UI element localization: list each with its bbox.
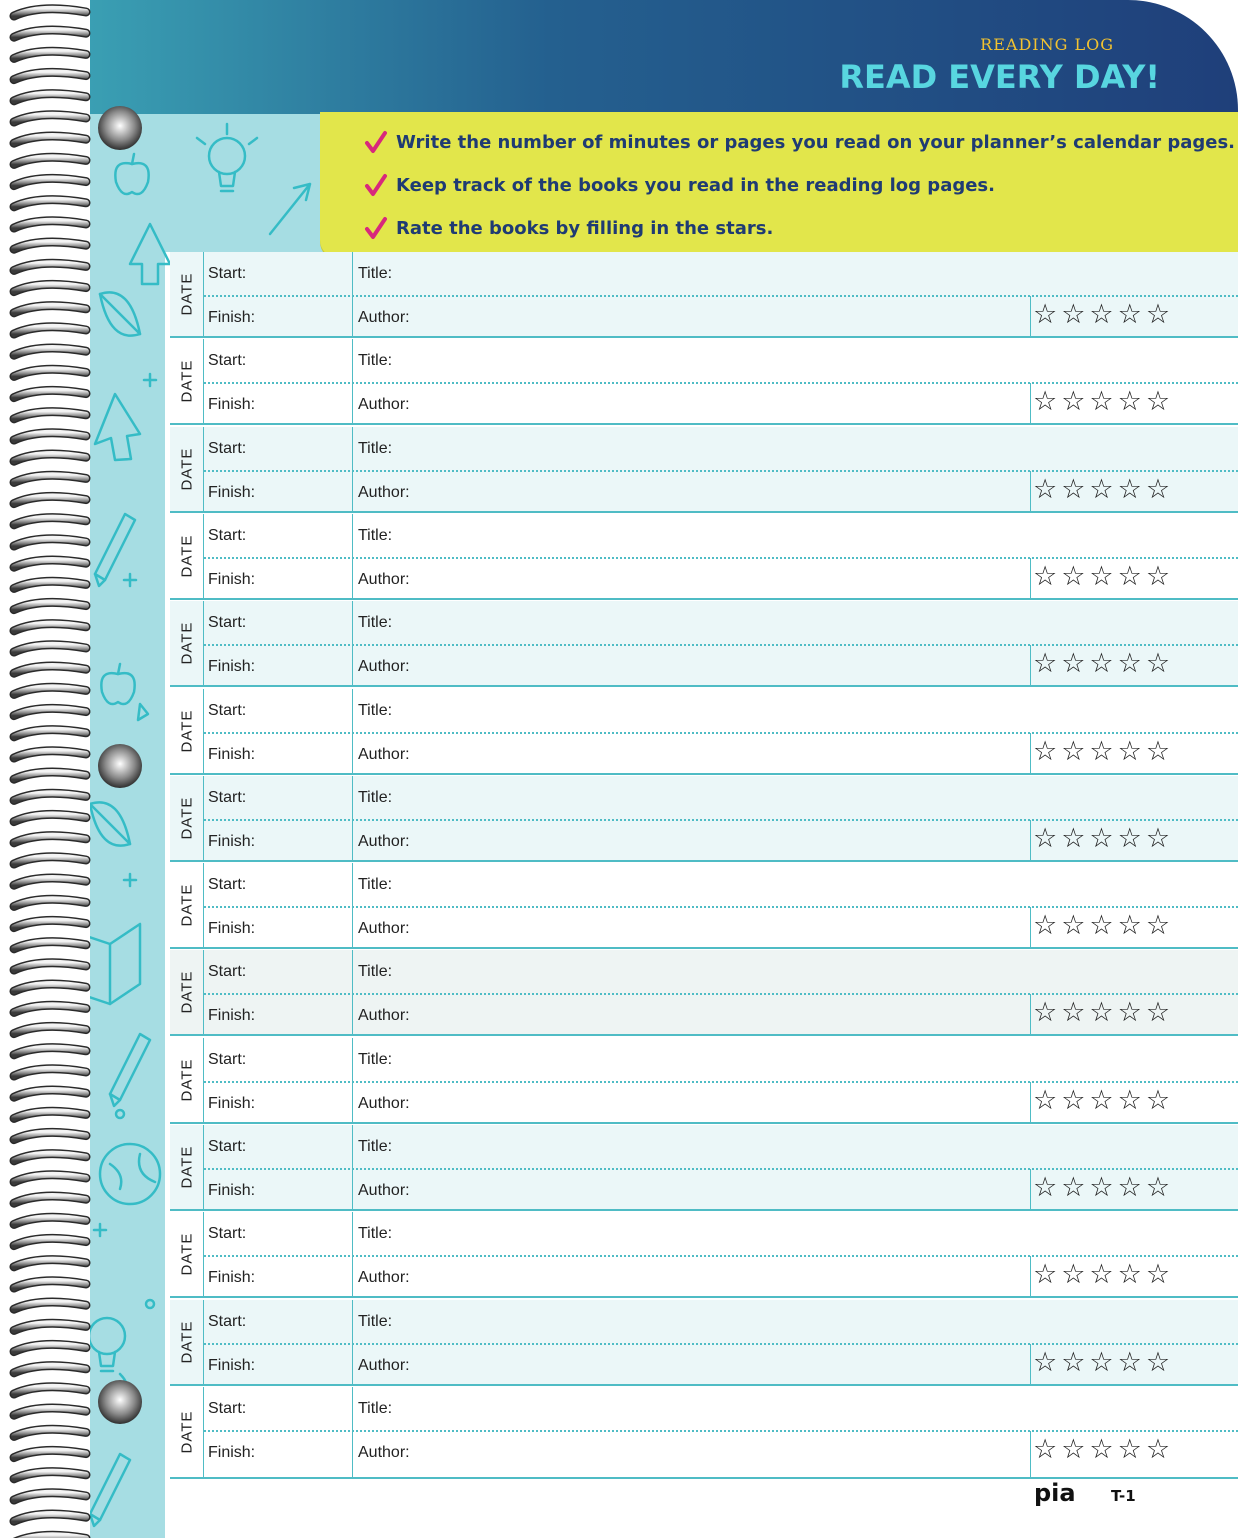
log-entry — [170, 339, 1238, 425]
author-label: Author: — [358, 1007, 410, 1024]
checkmark-icon — [364, 173, 388, 197]
log-entry — [170, 863, 1238, 949]
finish-label: Finish: — [208, 1444, 256, 1461]
star-rating[interactable] — [1030, 1344, 1238, 1384]
finish-label: Finish: — [208, 1007, 256, 1024]
log-entry — [170, 601, 1238, 687]
date-label: DATE — [178, 709, 195, 753]
start-label: Start: — [208, 614, 247, 631]
star-rating[interactable] — [1030, 1256, 1238, 1296]
column-divider — [352, 950, 353, 1034]
log-entry — [170, 1038, 1238, 1124]
column-divider — [352, 1300, 353, 1384]
date-label: DATE — [178, 621, 195, 665]
star-rating[interactable] — [1030, 471, 1238, 511]
log-entry — [170, 1212, 1238, 1298]
star-icon[interactable]: ☆☆☆☆☆ — [1033, 1259, 1175, 1290]
log-entry — [170, 689, 1238, 775]
star-icon[interactable]: ☆☆☆☆☆ — [1033, 561, 1175, 592]
star-icon[interactable]: ☆☆☆☆☆ — [1033, 997, 1175, 1028]
star-rating[interactable] — [1030, 645, 1238, 685]
instruction-item — [364, 127, 1235, 157]
finish-label: Finish: — [208, 309, 256, 326]
date-label: DATE — [178, 883, 195, 927]
author-label: Author: — [358, 396, 410, 413]
star-icon[interactable]: ☆☆☆☆☆ — [1033, 299, 1175, 330]
author-label: Author: — [358, 833, 410, 850]
star-icon[interactable]: ☆☆☆☆☆ — [1033, 1172, 1175, 1203]
date-cell[interactable] — [170, 950, 204, 1034]
column-divider — [352, 1038, 353, 1122]
date-cell[interactable] — [170, 689, 204, 773]
finish-label: Finish: — [208, 746, 256, 763]
finish-label: Finish: — [208, 396, 256, 413]
star-rating[interactable] — [1030, 1082, 1238, 1122]
column-divider — [352, 863, 353, 947]
star-icon[interactable]: ☆☆☆☆☆ — [1033, 648, 1175, 679]
column-divider — [352, 1125, 353, 1209]
column-divider — [352, 252, 353, 336]
author-label: Author: — [358, 920, 410, 937]
finish-label: Finish: — [208, 1182, 256, 1199]
star-rating[interactable] — [1030, 558, 1238, 598]
title-label: Title: — [358, 1225, 393, 1242]
title-label: Title: — [358, 440, 393, 457]
date-cell[interactable] — [170, 1038, 204, 1122]
author-label: Author: — [358, 484, 410, 501]
date-label: DATE — [178, 359, 195, 403]
finish-label: Finish: — [208, 484, 256, 501]
star-rating[interactable] — [1030, 994, 1238, 1034]
arrow-icon — [270, 184, 310, 234]
column-divider — [352, 689, 353, 773]
star-icon[interactable]: ☆☆☆☆☆ — [1033, 823, 1175, 854]
star-rating[interactable] — [1030, 820, 1238, 860]
log-entry — [170, 514, 1238, 600]
title-label: Title: — [358, 789, 393, 806]
column-divider — [352, 339, 353, 423]
date-cell[interactable] — [170, 776, 204, 860]
finish-label: Finish: — [208, 833, 256, 850]
brand-logo: pia — [1034, 1479, 1076, 1507]
date-cell[interactable] — [170, 1125, 204, 1209]
start-label: Start: — [208, 1225, 247, 1242]
title-label: Title: — [358, 614, 393, 631]
author-label: Author: — [358, 1182, 410, 1199]
title-label: Title: — [358, 1400, 393, 1417]
star-icon[interactable]: ☆☆☆☆☆ — [1033, 474, 1175, 505]
finish-label: Finish: — [208, 1095, 256, 1112]
title-label: Title: — [358, 876, 393, 893]
star-rating[interactable] — [1030, 733, 1238, 773]
page-code: T-1 — [1111, 1487, 1136, 1505]
instruction-text: Rate the books by filling in the stars. — [396, 217, 774, 239]
date-label: DATE — [178, 1232, 195, 1276]
title-label: Title: — [358, 1138, 393, 1155]
column-divider — [352, 427, 353, 511]
start-label: Start: — [208, 527, 247, 544]
column-divider — [352, 776, 353, 860]
checkmark-icon — [364, 130, 388, 154]
start-label: Start: — [208, 265, 247, 282]
date-label: DATE — [178, 1410, 195, 1454]
column-divider — [352, 1212, 353, 1296]
finish-label: Finish: — [208, 658, 256, 675]
start-label: Start: — [208, 1051, 247, 1068]
column-divider — [352, 514, 353, 598]
title-label: Title: — [358, 702, 393, 719]
start-label: Start: — [208, 702, 247, 719]
spiral-binding-icon — [0, 0, 145, 1538]
date-label: DATE — [178, 796, 195, 840]
date-label: DATE — [178, 272, 195, 316]
start-label: Start: — [208, 1400, 247, 1417]
author-label: Author: — [358, 1095, 410, 1112]
page-subtitle: READING LOG — [980, 35, 1114, 54]
date-label: DATE — [178, 1320, 195, 1364]
instruction-item — [364, 213, 773, 243]
instruction-text: Write the number of minutes or pages you read on your planner’s calendar pages. — [396, 131, 1236, 153]
start-label: Start: — [208, 440, 247, 457]
star-rating[interactable] — [1030, 907, 1238, 947]
column-divider — [352, 601, 353, 685]
instructions-box — [320, 112, 1238, 258]
start-label: Start: — [208, 789, 247, 806]
author-label: Author: — [358, 571, 410, 588]
author-label: Author: — [358, 1269, 410, 1286]
date-cell[interactable] — [170, 601, 204, 685]
reading-log-table — [170, 252, 1238, 1480]
date-cell[interactable] — [170, 252, 204, 336]
page-title: READ EVERY DAY! — [839, 58, 1160, 96]
star-icon[interactable]: ☆☆☆☆☆ — [1033, 386, 1175, 417]
star-rating[interactable] — [1030, 296, 1238, 336]
instruction-item — [364, 170, 995, 200]
title-label: Title: — [358, 265, 393, 282]
log-entry — [170, 1125, 1238, 1211]
log-entry — [170, 1300, 1238, 1386]
star-rating[interactable] — [1030, 1431, 1238, 1477]
date-label: DATE — [178, 1058, 195, 1102]
date-label: DATE — [178, 447, 195, 491]
start-label: Start: — [208, 876, 247, 893]
date-label: DATE — [178, 970, 195, 1014]
star-icon[interactable]: ☆☆☆☆☆ — [1033, 1434, 1175, 1465]
star-icon[interactable]: ☆☆☆☆☆ — [1033, 910, 1175, 941]
instruction-text: Keep track of the books you read in the reading log pages. — [396, 174, 995, 196]
log-entry — [170, 252, 1238, 338]
author-label: Author: — [358, 658, 410, 675]
author-label: Author: — [358, 1444, 410, 1461]
author-label: Author: — [358, 309, 410, 326]
finish-label: Finish: — [208, 920, 256, 937]
author-label: Author: — [358, 746, 410, 763]
start-label: Start: — [208, 1138, 247, 1155]
date-cell[interactable] — [170, 427, 204, 511]
star-icon[interactable]: ☆☆☆☆☆ — [1033, 1085, 1175, 1116]
log-entry — [170, 950, 1238, 1036]
title-label: Title: — [358, 527, 393, 544]
column-divider — [352, 1387, 353, 1477]
start-label: Start: — [208, 963, 247, 980]
date-cell[interactable] — [170, 1300, 204, 1384]
log-entry — [170, 776, 1238, 862]
date-label: DATE — [178, 1145, 195, 1189]
title-label: Title: — [358, 1313, 393, 1330]
title-label: Title: — [358, 1051, 393, 1068]
star-icon[interactable]: ☆☆☆☆☆ — [1033, 1347, 1175, 1378]
title-label: Title: — [358, 963, 393, 980]
start-label: Start: — [208, 1313, 247, 1330]
lightbulb-icon — [197, 124, 257, 191]
log-entry — [170, 1387, 1238, 1479]
star-rating[interactable] — [1030, 383, 1238, 423]
date-cell[interactable] — [170, 1387, 204, 1477]
date-cell[interactable] — [170, 514, 204, 598]
date-label: DATE — [178, 534, 195, 578]
start-label: Start: — [208, 352, 247, 369]
finish-label: Finish: — [208, 571, 256, 588]
finish-label: Finish: — [208, 1357, 256, 1374]
log-entry — [170, 427, 1238, 513]
date-cell[interactable] — [170, 339, 204, 423]
checkmark-icon — [364, 216, 388, 240]
header-banner — [90, 0, 1238, 114]
date-cell[interactable] — [170, 1212, 204, 1296]
date-cell[interactable] — [170, 863, 204, 947]
finish-label: Finish: — [208, 1269, 256, 1286]
title-label: Title: — [358, 352, 393, 369]
star-rating[interactable] — [1030, 1169, 1238, 1209]
star-icon[interactable]: ☆☆☆☆☆ — [1033, 736, 1175, 767]
author-label: Author: — [358, 1357, 410, 1374]
